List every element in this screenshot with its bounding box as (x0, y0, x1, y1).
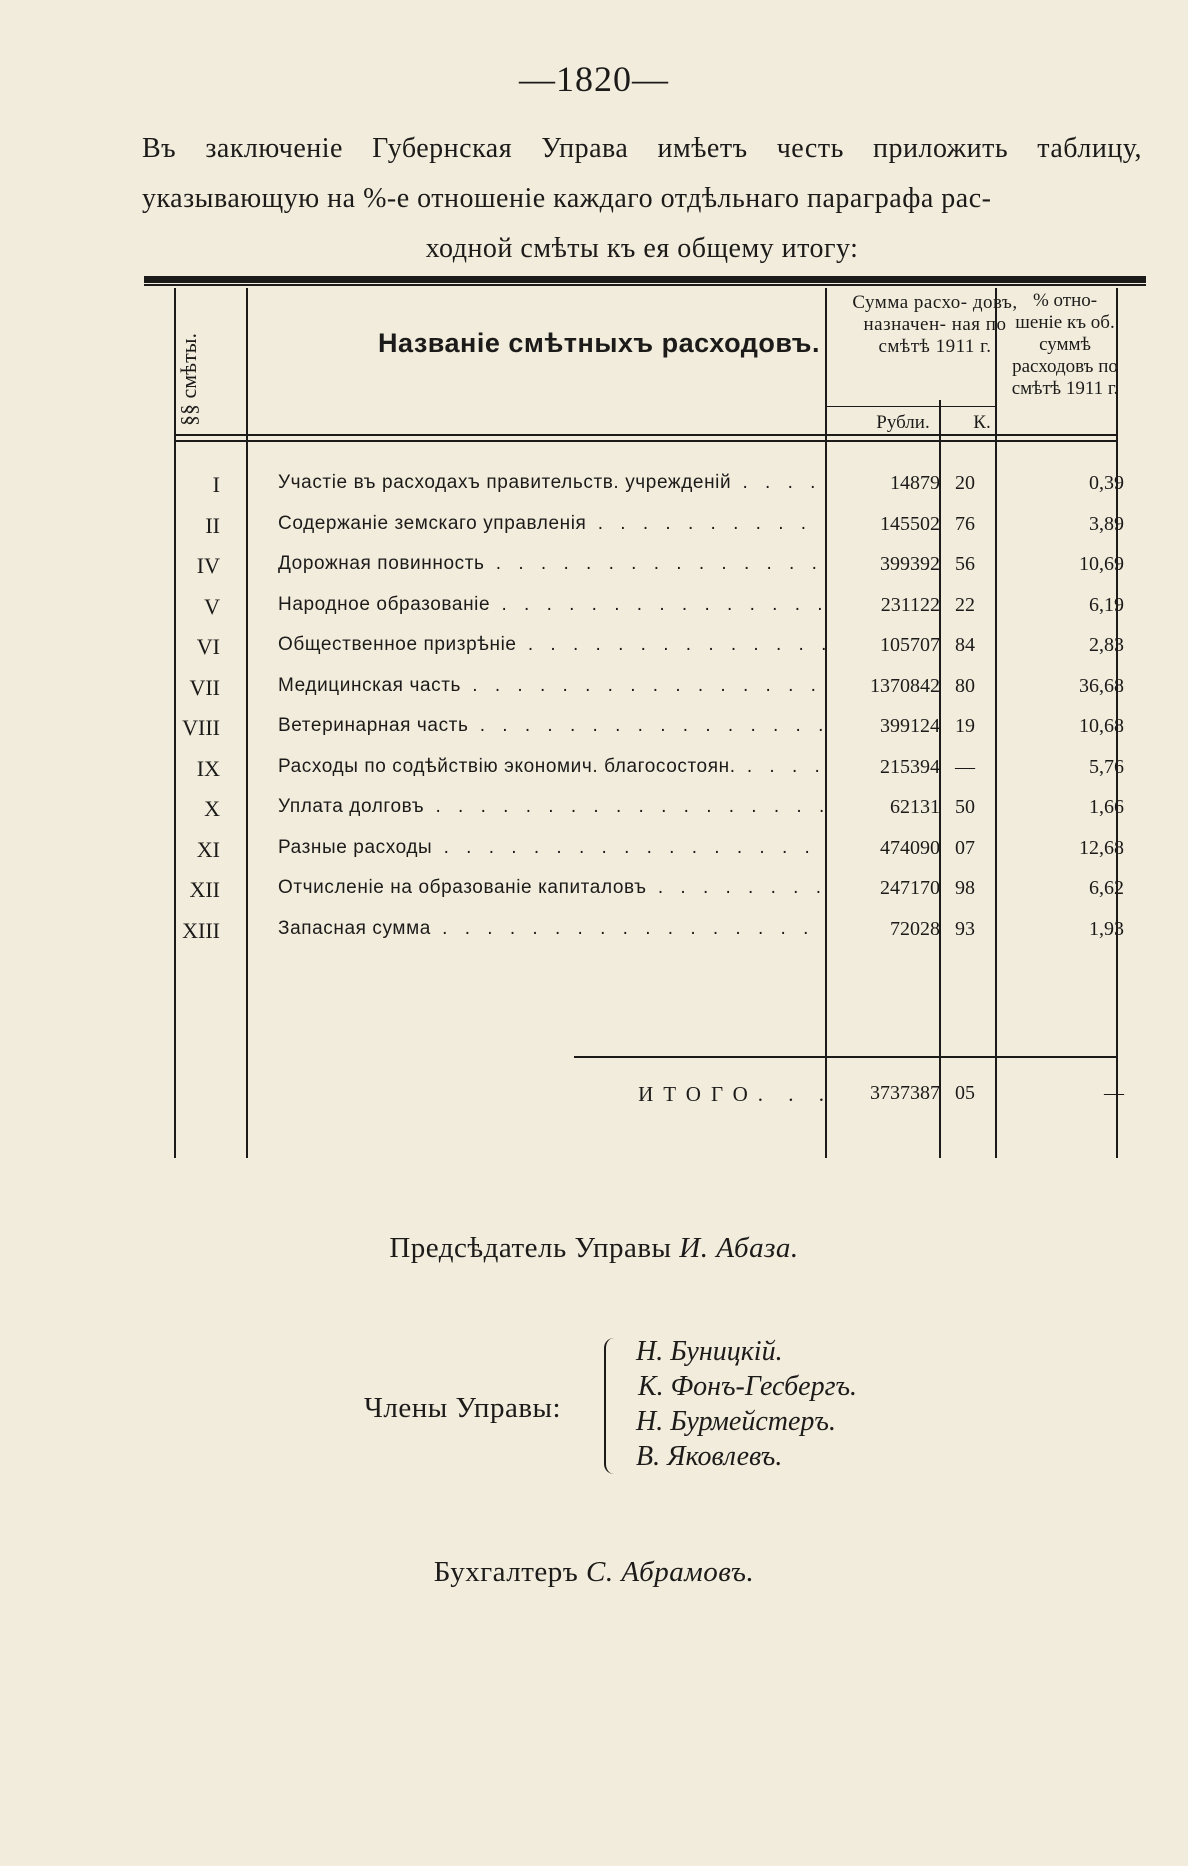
row-expense-name: Разные расходы . . . (278, 837, 826, 859)
row-kopecks: 56 (955, 553, 975, 575)
row-kopecks: 20 (955, 472, 975, 494)
accountant-name: С. Абрамовъ. (586, 1556, 755, 1588)
row-kopecks: 84 (955, 634, 975, 656)
row-section-number: IX (196, 755, 220, 781)
total-percent: — (1104, 1082, 1124, 1104)
chairman-signature (0, 1232, 1188, 1265)
accountant-title: Бухгалтеръ (433, 1556, 579, 1588)
row-expense-name: Отчисленіе на образованіе капиталовъ . . . (278, 877, 826, 899)
row-percent: 5,76 (1089, 755, 1124, 778)
row-percent: 6,62 (1089, 877, 1124, 899)
row-expense-name: Медицинская часть . . . (278, 675, 826, 697)
row-expense-name: Народное образованіе . . . (278, 594, 826, 616)
table-row (144, 634, 1146, 670)
table-row (144, 837, 1146, 873)
row-kopecks: 07 (955, 836, 975, 859)
chairman-name: И. Абаза. (679, 1232, 799, 1264)
table-row (144, 594, 1146, 630)
row-kopecks: 98 (955, 877, 975, 899)
row-percent: 10,69 (1079, 553, 1124, 575)
row-expense-name: Расходы по содѣйствію экономич. благосостоян. . . . (278, 756, 826, 778)
table-row (144, 877, 1146, 913)
row-section-number: I (212, 472, 220, 497)
row-rubles: 105707 (880, 634, 940, 656)
table-row (144, 715, 1146, 751)
row-rubles: 231122 (880, 593, 940, 616)
member-name: К. Фонъ-Гесбергъ. (638, 1371, 858, 1402)
member-name: Н. Бурмейстеръ. (636, 1406, 836, 1437)
row-percent: 1,66 (1089, 796, 1124, 818)
row-kopecks: 22 (955, 593, 975, 616)
table-row (144, 796, 1146, 832)
sum-subheader-rule (827, 406, 995, 407)
header-sum: Сумма расхо- довъ, назначен- ная по смѣтѣ 1911 г. (852, 292, 1018, 357)
row-section-number: V (204, 593, 220, 619)
row-rubles: 14879 (890, 472, 940, 494)
intro-line-1: Въ заключеніе Губернская Управа имѣетъ честь приложить таблицу, (142, 133, 1142, 164)
row-section-number: X (204, 796, 220, 821)
page-number: —1820— (519, 59, 669, 99)
row-percent: 1,93 (1089, 917, 1124, 940)
members-title: Члены Управы: (364, 1392, 562, 1424)
row-kopecks: 76 (955, 512, 975, 535)
row-section-number: VII (189, 674, 220, 700)
row-rubles: 474090 (880, 836, 940, 859)
row-section-number: IV (196, 553, 220, 578)
header-bottom-rule (174, 434, 1118, 436)
row-rubles: 399392 (880, 553, 940, 575)
row-percent: 12,68 (1079, 836, 1124, 859)
row-percent: 6,19 (1089, 593, 1124, 616)
row-expense-name: Уплата долговъ . . . (278, 796, 826, 818)
row-percent: 36,68 (1079, 674, 1124, 697)
header-percent: % отно- шеніе къ об. суммѣ расходовъ по смѣтѣ 1911 г. (1011, 290, 1119, 399)
row-section-number: XIII (182, 917, 220, 943)
row-rubles: 1370842 (870, 674, 940, 697)
table-row (144, 675, 1146, 711)
table-row (144, 513, 1146, 549)
row-section-number: XI (196, 836, 220, 862)
member-name: В. Яковлевъ. (636, 1441, 783, 1472)
intro-line-3: ходной смѣты къ ея общему итогу: (425, 233, 859, 264)
header-kopecks: К. (973, 412, 991, 433)
header-expense-name: Названіе смѣтныхъ расходовъ. (378, 328, 820, 358)
total-rubles: 3737387 (870, 1082, 940, 1104)
header-section: §§ смѣты. (176, 332, 201, 426)
intro-paragraph (142, 124, 1142, 274)
row-section-number: VIII (182, 715, 220, 740)
row-rubles: 247170 (880, 877, 940, 899)
members-brace (604, 1338, 620, 1474)
row-kopecks: 50 (955, 796, 975, 818)
total-rule (574, 1056, 1118, 1058)
member-name: Н. Буницкій. (636, 1336, 783, 1367)
accountant-signature (0, 1556, 1188, 1589)
header-bottom-rule-2 (174, 440, 1118, 442)
total-label: ИТОГО. . . (638, 1082, 834, 1106)
table-row (144, 918, 1146, 954)
row-kopecks: 19 (955, 715, 975, 737)
table-row (144, 756, 1146, 792)
row-expense-name: Запасная сумма . . . (278, 918, 826, 940)
table-row (144, 472, 1146, 508)
row-kopecks: — (955, 755, 975, 778)
table-row (144, 553, 1146, 589)
row-rubles: 215394 (880, 755, 940, 778)
row-percent: 10,68 (1079, 715, 1124, 737)
total-kopecks: 05 (955, 1082, 975, 1104)
row-expense-name: Дорожная повинность . . . (278, 553, 826, 575)
row-rubles: 145502 (880, 512, 940, 535)
row-kopecks: 93 (955, 917, 975, 940)
row-expense-name: Общественное призрѣніе . . . (278, 634, 826, 656)
row-percent: 3,89 (1089, 512, 1124, 535)
row-percent: 0,39 (1089, 472, 1124, 494)
intro-line-2: указывающую на %-е отношеніе каждаго отдѣльнаго параграфа рас- (142, 183, 992, 214)
row-expense-name: Участіе въ расходахъ правительств. учрежденій . . . (278, 472, 826, 494)
expense-table (144, 288, 1146, 1164)
header-rubles: Рубли. (876, 412, 930, 433)
row-rubles: 399124 (880, 715, 940, 737)
table-top-rule (144, 276, 1146, 283)
row-section-number: VI (196, 634, 220, 659)
row-rubles: 72028 (890, 917, 940, 940)
row-section-number: XII (189, 877, 220, 902)
row-expense-name: Ветеринарная часть . . . (278, 715, 826, 737)
chairman-title: Предсѣдатель Управы (389, 1232, 672, 1264)
row-kopecks: 80 (955, 674, 975, 697)
row-expense-name: Содержаніе земскаго управленія . . . (278, 513, 826, 535)
row-percent: 2,83 (1089, 634, 1124, 656)
row-rubles: 62131 (890, 796, 940, 818)
row-section-number: II (205, 512, 220, 538)
members-list (636, 1334, 857, 1474)
